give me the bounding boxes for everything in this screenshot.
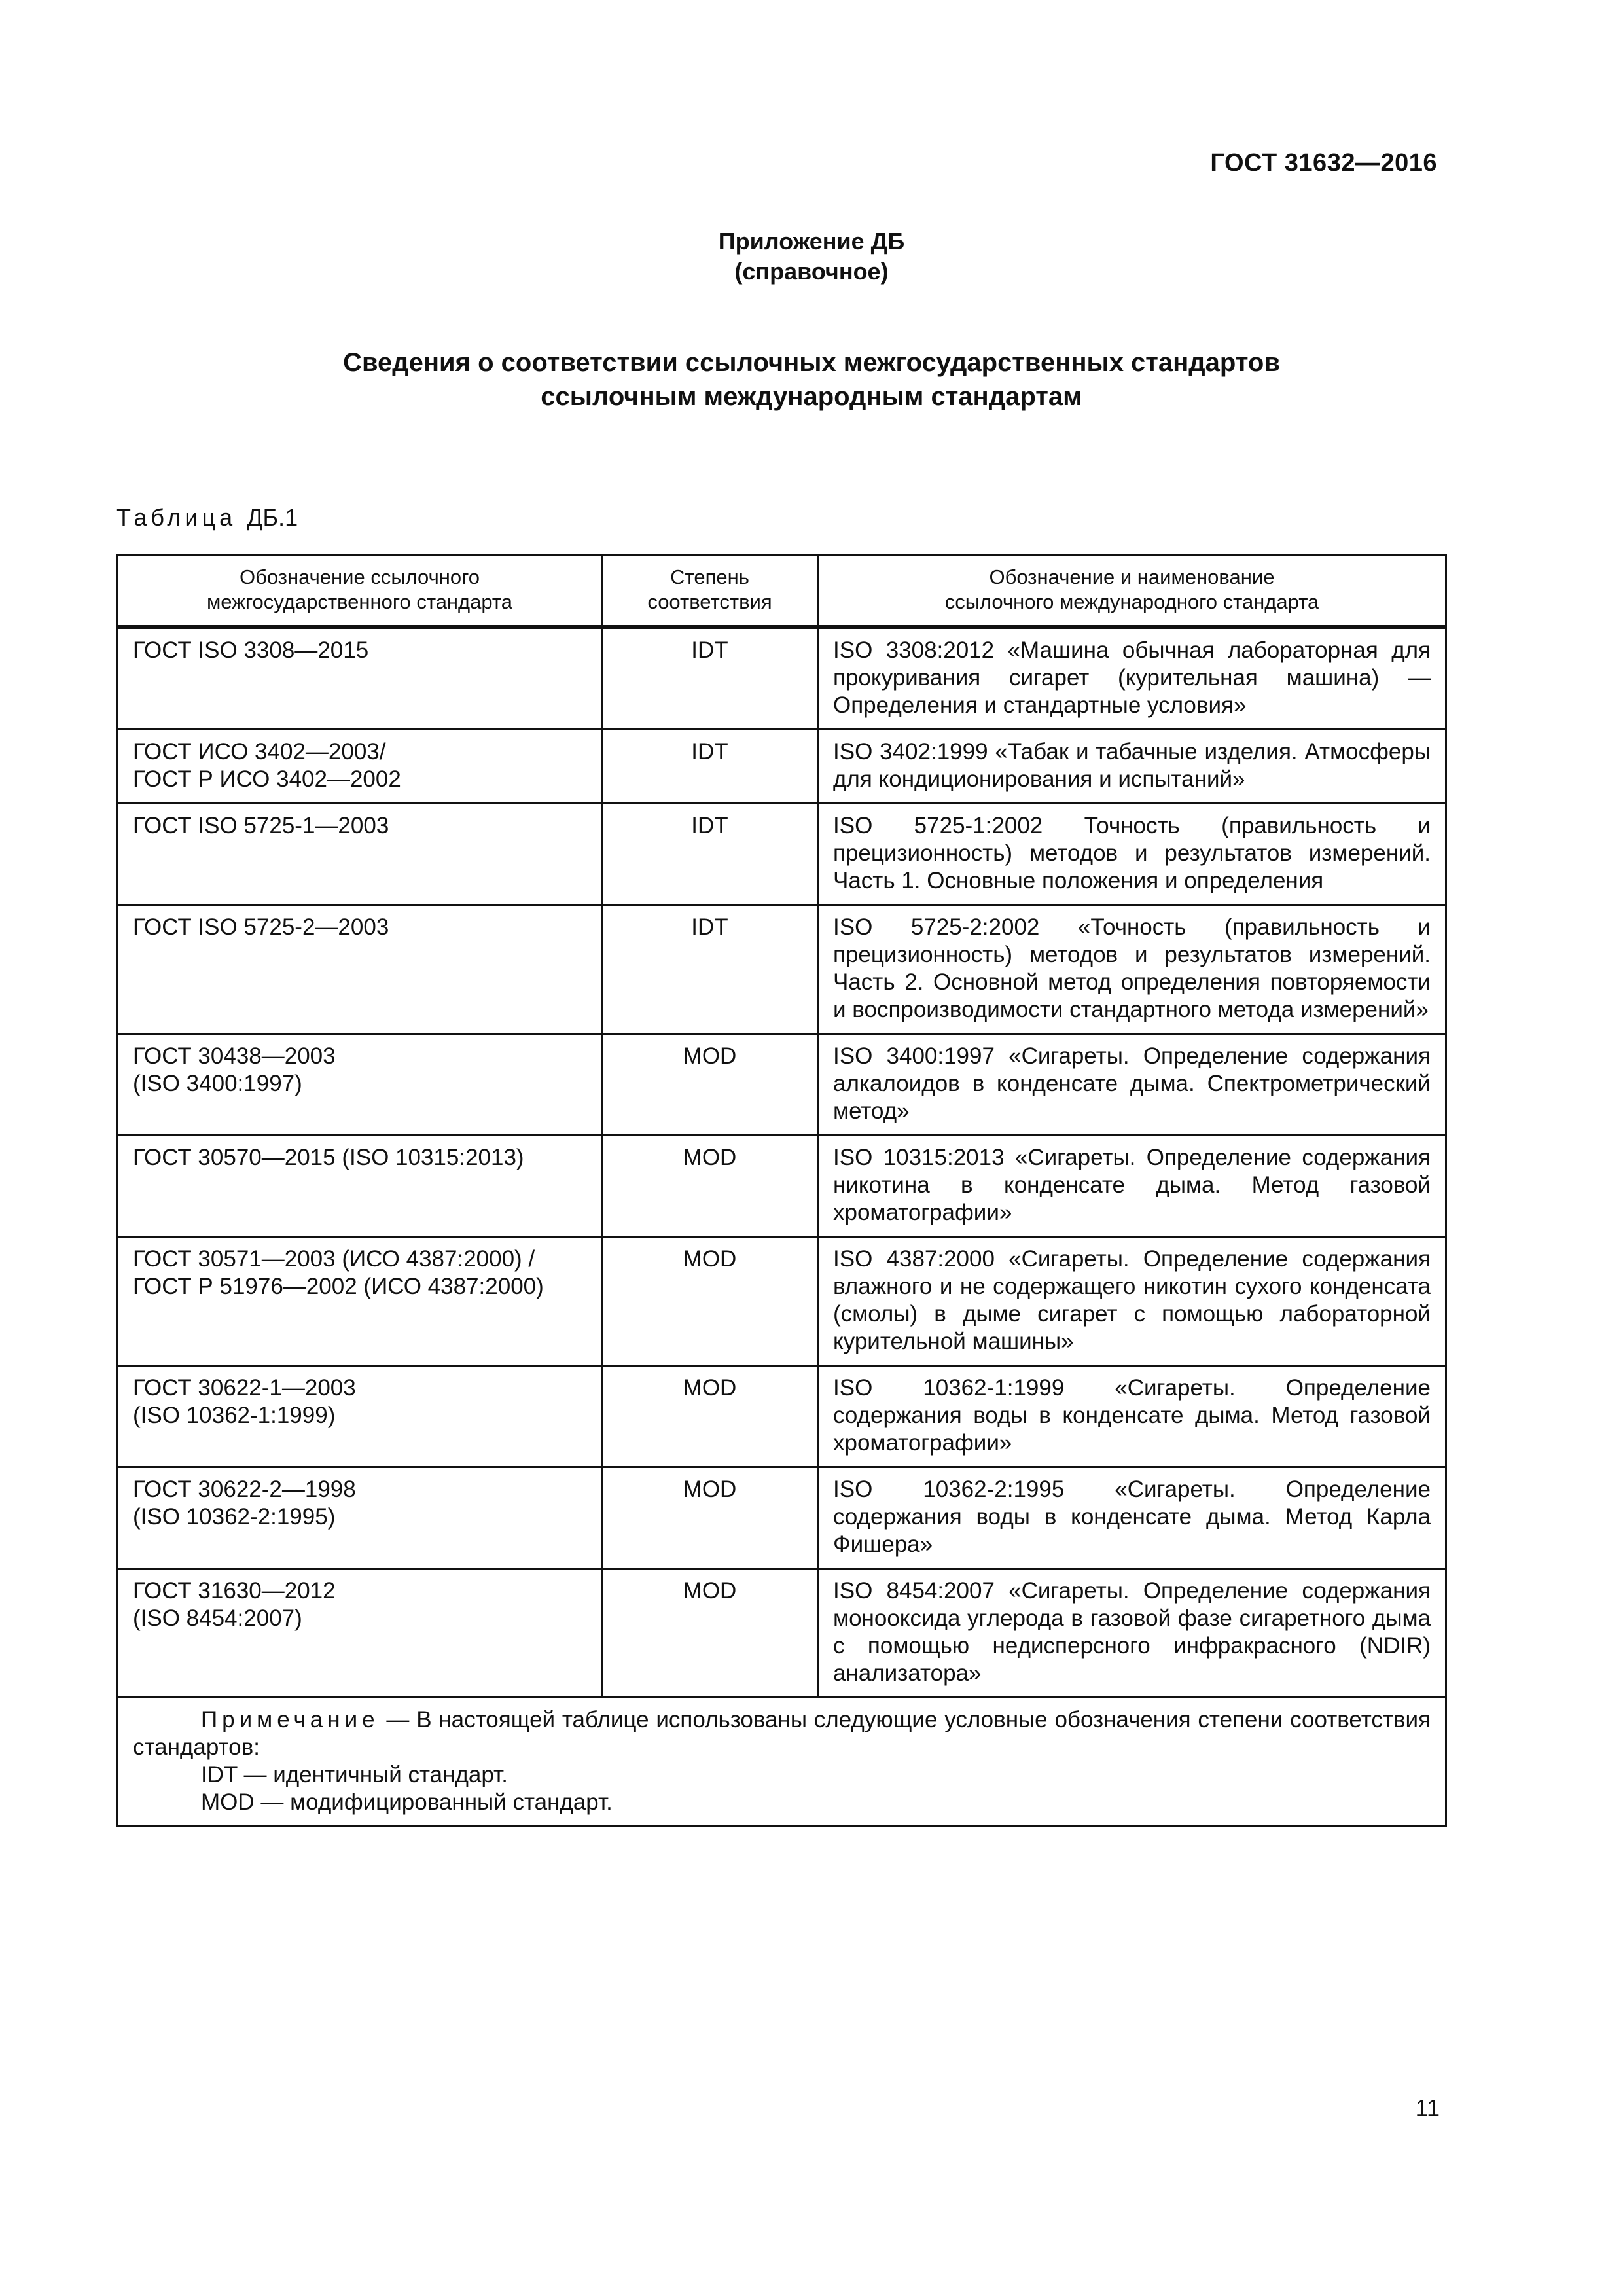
note-text: — В настоящей таблице использованы следующие условные обозначения степени соответствия стандартов: (133, 1707, 1431, 1760)
document-code: ГОСТ 31632—2016 (1210, 149, 1437, 177)
degree-cell: IDT (602, 804, 818, 905)
degree-cell: MOD (602, 1366, 818, 1467)
international-standard-cell: ISO 5725-1:2002 Точность (правильность и прецизионность) методов и результатов измерений. Часть 1. Основные положения и определения (818, 804, 1446, 905)
international-standard-cell: ISO 3400:1997 «Сигареты. Определение содержания алкалоидов в конденсате дыма. Спектрометрический метод» (818, 1034, 1446, 1136)
table-row (118, 1136, 1446, 1237)
interstate-standard: (ISO 10362-2:1995) (133, 1504, 336, 1530)
interstate-standard: ГОСТ Р 51976—2002 (ИСО 4387:2000) (133, 1274, 544, 1299)
table-row (118, 905, 1446, 1034)
interstate-standard-cell (118, 627, 602, 730)
interstate-standard: (ISO 8454:2007) (133, 1605, 302, 1631)
header-text: Степень (670, 565, 749, 588)
note-mod: MOD — модифицированный стандарт. (201, 1789, 613, 1815)
header-interstate-standard (118, 555, 602, 628)
degree-cell: MOD (602, 1034, 818, 1136)
header-text: Обозначение и наименование (989, 565, 1275, 588)
international-standard-cell: ISO 3308:2012 «Машина обычная лабораторная для прокуривания сигарет (курительная машина) — Определения и стандартные условия» (818, 627, 1446, 730)
header-text: соответствия (647, 590, 772, 613)
note-heading: Примечание (201, 1707, 380, 1732)
degree-cell: IDT (602, 730, 818, 804)
table-row (118, 1569, 1446, 1698)
document-title-line-2: ссылочным международным стандартам (541, 382, 1082, 411)
interstate-standard: ГОСТ ISO 5725-1—2003 (133, 813, 389, 838)
interstate-standard-cell (118, 730, 602, 804)
international-standard-cell: ISO 4387:2000 «Сигареты. Определение содержания влажного и не содержащего никотин сухого конденсата (смолы) в дыме сигарет с помощью лабораторной курительной машины» (818, 1237, 1446, 1366)
document-title (0, 346, 1623, 414)
header-text: межгосударственного стандарта (206, 590, 513, 613)
appendix-title: Приложение ДБ (718, 228, 905, 255)
interstate-standard-cell (118, 1237, 602, 1366)
interstate-standard: ГОСТ 30622-2—1998 (133, 1477, 356, 1502)
interstate-standard-cell (118, 1569, 602, 1698)
table-row (118, 1034, 1446, 1136)
interstate-standard: (ISO 10362-1:1999) (133, 1403, 336, 1428)
table-row (118, 804, 1446, 905)
degree-cell: MOD (602, 1136, 818, 1237)
degree-cell: MOD (602, 1569, 818, 1698)
table-note (118, 1698, 1446, 1827)
international-standard-cell: ISO 10315:2013 «Сигареты. Определение содержания никотина в конденсате дыма. Метод газовой хроматографии» (818, 1136, 1446, 1237)
interstate-standard-cell (118, 804, 602, 905)
page-number: 11 (1415, 2094, 1440, 2121)
interstate-standard: ГОСТ 30571—2003 (ИСО 4387:2000) / (133, 1246, 535, 1272)
interstate-standard: ГОСТ ISO 5725-2—2003 (133, 914, 389, 940)
appendix-heading (0, 226, 1623, 287)
table-header-row (118, 555, 1446, 628)
interstate-standard: ГОСТ 31630—2012 (133, 1578, 336, 1604)
table-note-row (118, 1698, 1446, 1827)
interstate-standard: (ISO 3400:1997) (133, 1071, 302, 1096)
international-standard-cell: ISO 3402:1999 «Табак и табачные изделия. Атмосферы для кондиционирования и испытаний» (818, 730, 1446, 804)
international-standard-cell: ISO 10362-2:1995 «Сигареты. Определение содержания воды в конденсате дыма. Метод Карла Фишера» (818, 1467, 1446, 1569)
appendix-subtitle: (справочное) (734, 258, 889, 285)
interstate-standard-cell (118, 1034, 602, 1136)
table-label-word: Таблица (116, 504, 237, 531)
table-label (116, 504, 298, 531)
interstate-standard-cell (118, 1467, 602, 1569)
table-row (118, 1237, 1446, 1366)
document-title-line-1: Сведения о соответствии ссылочных межгосударственных стандартов (343, 348, 1280, 377)
degree-cell: IDT (602, 905, 818, 1034)
interstate-standard-cell (118, 1136, 602, 1237)
table-row (118, 627, 1446, 730)
table-row (118, 730, 1446, 804)
table-label-number: ДБ.1 (247, 504, 298, 531)
interstate-standard-cell (118, 1366, 602, 1467)
interstate-standard: ГОСТ 30438—2003 (133, 1043, 336, 1069)
interstate-standard: ГОСТ 30570—2015 (ISO 10315:2013) (133, 1145, 524, 1170)
header-degree (602, 555, 818, 628)
table-row (118, 1366, 1446, 1467)
interstate-standard: ГОСТ 30622-1—2003 (133, 1375, 356, 1401)
interstate-standard: ГОСТ Р ИСО 3402—2002 (133, 766, 401, 792)
international-standard-cell: ISO 8454:2007 «Сигареты. Определение содержания монооксида углерода в газовой фазе сигаретного дыма с помощью недисперсного инфракрасного (NDIR) анализатора» (818, 1569, 1446, 1698)
degree-cell: MOD (602, 1467, 818, 1569)
standards-table (116, 554, 1447, 1827)
header-text: ссылочного международного стандарта (944, 590, 1319, 613)
interstate-standard-cell (118, 905, 602, 1034)
header-text: Обозначение ссылочного (240, 565, 480, 588)
header-international-standard (818, 555, 1446, 628)
interstate-standard: ГОСТ ИСО 3402—2003/ (133, 739, 386, 764)
degree-cell: IDT (602, 627, 818, 730)
note-idt: IDT — идентичный стандарт. (201, 1762, 508, 1787)
international-standard-cell: ISO 5725-2:2002 «Точность (правильность и прецизионность) методов и результатов измерений. Часть 2. Основной метод определения повторяемости и воспроизводимости стандартного метода измерений» (818, 905, 1446, 1034)
degree-cell: MOD (602, 1237, 818, 1366)
table-row (118, 1467, 1446, 1569)
international-standard-cell: ISO 10362-1:1999 «Сигареты. Определение содержания воды в конденсате дыма. Метод газовой хроматографии» (818, 1366, 1446, 1467)
interstate-standard: ГОСТ ISO 3308—2015 (133, 637, 369, 663)
